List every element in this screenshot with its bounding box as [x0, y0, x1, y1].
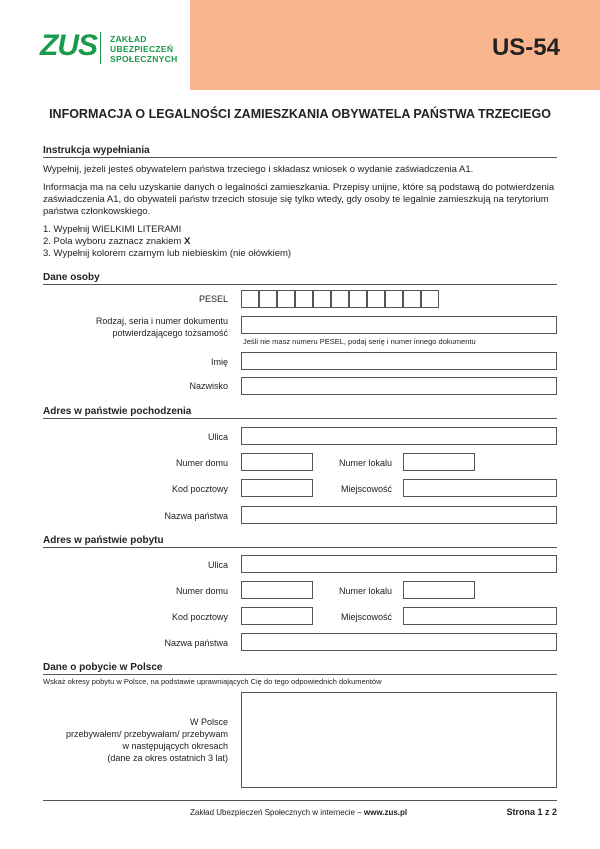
- instructions-heading: Instrukcja wypełniania: [43, 145, 150, 156]
- zus-logo: ZUS: [40, 29, 97, 62]
- page-title: INFORMACJA O LEGALNOŚCI ZAMIESZKANIA OBYWATELA PAŃSTWA TRZECIEGO: [49, 107, 551, 121]
- pesel-label: PESEL: [198, 294, 228, 304]
- stay-postal-input[interactable]: [241, 607, 313, 625]
- stay-street-label: Ulica: [207, 560, 228, 570]
- origin-street-label: Ulica: [207, 432, 228, 442]
- divider: [43, 547, 557, 548]
- page-number: Strona 1 z 2: [506, 807, 557, 817]
- footer-divider: [43, 800, 557, 801]
- logo-divider: [100, 32, 101, 64]
- first-name-input[interactable]: [241, 352, 557, 370]
- stay-address-heading: Adres w państwie pobytu: [43, 535, 164, 546]
- logo-subtitle: ZAKŁAD UBEZPIECZEŃ SPOŁECZNYCH: [110, 34, 178, 64]
- origin-city-input[interactable]: [403, 479, 557, 497]
- pesel-digit-box[interactable]: [295, 290, 313, 308]
- divider: [43, 284, 557, 285]
- identity-document-input[interactable]: [241, 316, 557, 334]
- instruction-item-2: 2. Pola wyboru zaznacz znakiem X: [43, 236, 191, 247]
- stay-poland-heading: Dane o pobycie w Polsce: [43, 662, 163, 673]
- origin-flat-label: Numer lokalu: [338, 458, 392, 468]
- stay-city-input[interactable]: [403, 607, 557, 625]
- instructions-paragraph-1: Wypełnij, jeżeli jesteś obywatelem państwa trzeciego i składasz wniosek o wydanie zaświadczenia A1.: [43, 164, 474, 175]
- pesel-digit-box[interactable]: [367, 290, 385, 308]
- footer-text: Zakład Ubezpieczeń Społecznych w internecie – www.zus.pl: [190, 808, 408, 817]
- instruction-item-1: 1. Wypełnij WIELKIMI LITERAMI: [43, 224, 182, 235]
- stay-flat-label: Numer lokalu: [338, 586, 392, 596]
- origin-address-heading: Adres w państwie pochodzenia: [43, 406, 192, 417]
- origin-street-input[interactable]: [241, 427, 557, 445]
- pesel-digit-box[interactable]: [241, 290, 259, 308]
- last-name-input[interactable]: [241, 377, 557, 395]
- last-name-label: Nazwisko: [189, 381, 228, 391]
- divider: [43, 418, 557, 419]
- first-name-label: Imię: [210, 357, 228, 367]
- origin-country-label: Nazwa państwa: [164, 511, 228, 521]
- stay-periods-label: W Polsce przebywałem/ przebywałam/ przebywam w następujących okresach (dane za okres ostatnich 3 lat): [65, 717, 228, 763]
- origin-flat-input[interactable]: [403, 453, 475, 471]
- stay-street-input[interactable]: [241, 555, 557, 573]
- pesel-digit-box[interactable]: [259, 290, 277, 308]
- stay-city-label: Miejscowość: [340, 612, 392, 622]
- stay-house-input[interactable]: [241, 581, 313, 599]
- origin-house-input[interactable]: [241, 453, 313, 471]
- pesel-digit-box[interactable]: [277, 290, 295, 308]
- document-note: Jeśli nie masz numeru PESEL, podaj serię i numer innego dokumentu: [243, 337, 476, 346]
- pesel-digit-box[interactable]: [331, 290, 349, 308]
- person-heading: Dane osoby: [43, 272, 100, 283]
- stay-postal-label: Kod pocztowy: [171, 612, 228, 622]
- divider: [43, 674, 557, 675]
- form-code: US-54: [491, 34, 560, 61]
- divider: [43, 157, 557, 158]
- pesel-digit-box[interactable]: [403, 290, 421, 308]
- stay-country-input[interactable]: [241, 633, 557, 651]
- origin-postal-input[interactable]: [241, 479, 313, 497]
- origin-postal-label: Kod pocztowy: [171, 484, 228, 494]
- pesel-digit-box[interactable]: [421, 290, 439, 308]
- origin-country-input[interactable]: [241, 506, 557, 524]
- origin-city-label: Miejscowość: [340, 484, 392, 494]
- instruction-item-3: 3. Wypełnij kolorem czarnym lub niebieskim (nie ołówkiem): [43, 248, 292, 259]
- stay-country-label: Nazwa państwa: [164, 638, 228, 648]
- footer-link[interactable]: www.zus.pl: [363, 808, 408, 817]
- stay-poland-subheading: Wskaż okresy pobytu w Polsce, na podstawie uprawniających Cię do tego odpowiednich dokumentów: [43, 677, 382, 686]
- pesel-digit-box[interactable]: [349, 290, 367, 308]
- pesel-digit-box[interactable]: [385, 290, 403, 308]
- origin-house-label: Numer domu: [175, 458, 228, 468]
- pesel-input[interactable]: [241, 290, 439, 308]
- stay-house-label: Numer domu: [175, 586, 228, 596]
- stay-periods-textarea[interactable]: [241, 692, 557, 788]
- document-label: Rodzaj, seria i numer dokumentu potwierdzającego tożsamość: [95, 316, 228, 338]
- instructions-paragraph-2: Informacja ma na celu uzyskanie danych o legalności zamieszkania. Przepisy unijne, które są podstawą do potwierdzenia zaświadczenia A1, do obywateli państw trzecich stosuje się tylko wtedy, gdy osoby te legalnie zamieszkują na terytorium państwa członkowskiego.: [43, 182, 555, 217]
- pesel-digit-box[interactable]: [313, 290, 331, 308]
- stay-flat-input[interactable]: [403, 581, 475, 599]
